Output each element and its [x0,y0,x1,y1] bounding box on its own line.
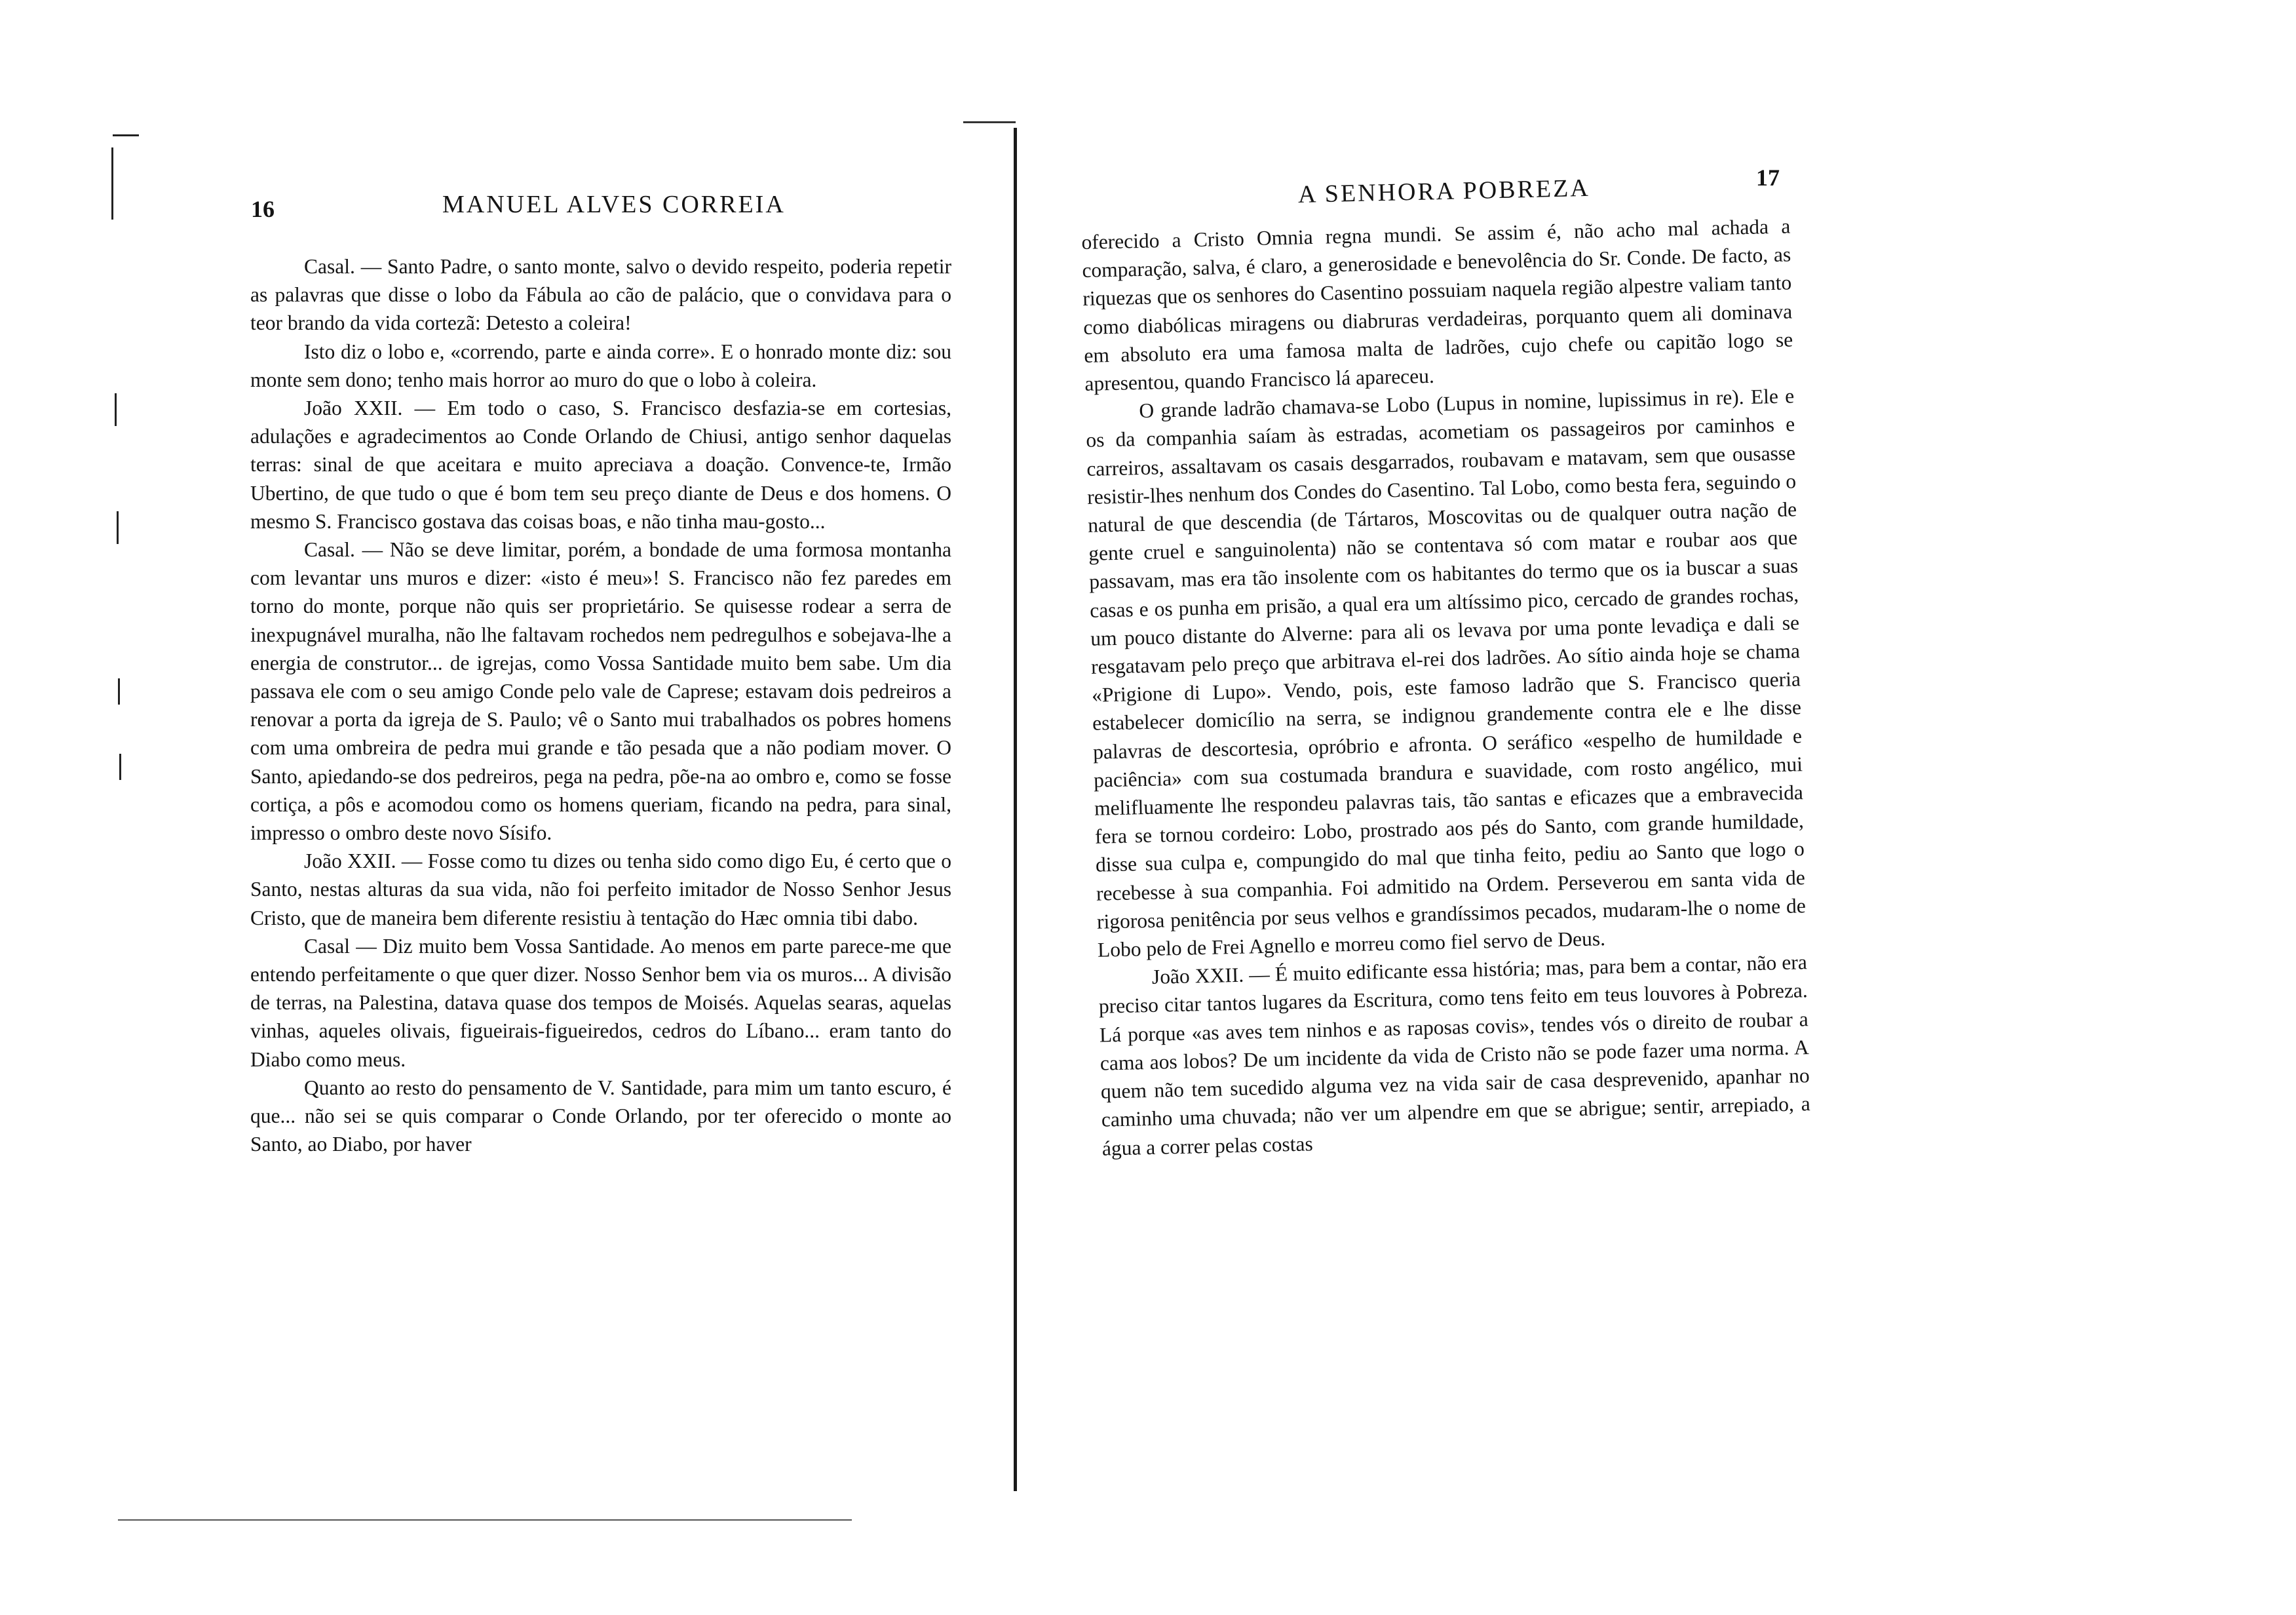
paragraph: Quanto ao resto do pensamento de V. Santidade, para mim um tanto escuro, é que... não sei se quis comparar o Conde Orlando, por ter oferecido o monte ao Santo, ao Diabo, por haver [250,1076,951,1156]
paragraph: O grande ladrão chamava-se Lobo (Lupus in nomine, lupissimus in re). Ele e os da companhia saíam às estradas, acometiam os passageiros por caminhos e carreiros, assaltavam os casais desgarrados, roubavam e matavam, sem que ousasse resistir-lhes nenhum dos Condes do Casentino. Tal Lobo, como besta fera, seguindo o natural de que descendia (de Tártaros, Moscovitas ou de qualquer outra nação de gente cruel e sanguinolenta) não se contentava só com matar e roubar aos que passavam, mas era tão insolente com os habitantes do termo que os ia buscar a suas casas e os punha em prisão, a qual era um altíssimo pico, cercado de grandes rochas, um pouco distante do Alverne: para ali os levava por uma ponte levadiça e dali se resgatavam pelo preço que arbitrava el-rei dos ladrões. Ao sítio ainda hoje se chama «Prigione di Lupo». Vendo, pois, este famoso ladrão que S. Francisco queria estabelecer domicílio na serra, se indignou grandemente contra ele e lhe disse palavras de descortesia, opróbrio e afronta. O seráfico «espelho de humildade e paciência» com sua costumada brandura e suavidade, com rosto angélico, mui melifluamente lhe respondeu palavras tais, tão santas e eficazes que a embravecida fera se tornou cordeiro: Lobo, prostrado aos pés do Santo, com grande humildade, disse sua culpa e, compungido do mal que tinha feito, pediu ao Santo que logo o recebesse à sua companhia. Foi admitido na Ordem. Perseverou em santa vida de rigorosa penitência por seus velhos e grandíssimos pecados, mudaram-lhe o nome de Lobo pelo de Frei Agnello e morreu como fiel servo de Deus. [1085,384,1807,962]
paragraph: Isto diz o lobo e, «correndo, parte e ainda corre». E o honrado monte diz: sou monte sem dono; tenho mais horror ao muro do que o lobo à coleira. [250,340,951,391]
paragraph: oferecido a Cristo Omnia regna mundi. Se assim é, não acho mal achada a comparação, salva, é claro, a generosidade e benevolência do Sr. Conde. De facto, as riquezas que os senhores do Casentino possuiam naquela região alpestre valiam tanto como diabólicas miragens ou diabruras verdadeiras, porquanto quem ali dominava em absoluto era uma famosa malta de ladrões, cujo chefe ou capitão logo se apresentou, quando Francisco lá apareceu. [1081,214,1793,395]
right-page-number: 17 [1756,165,1780,191]
paragraph: Casal. — Não se deve limitar, porém, a bondade de uma formosa montanha com levantar uns muros e dizer: «isto é meu»! S. Francisco não fez paredes em torno do monte, porque não quis ser proprietário. Se quisesse rodear a serra de inexpugnável muralha, não lhe faltavam rochedos nem pedregulhos e sobejava-lhe a energia de construtor... de igrejas, como Vossa Santidade muito bem sabe. Um dia passava ele com o seu amigo Conde pelo vale de Caprese; estavam dois pedreiros a renovar a porta da igreja de S. Paulo; vê o Santo mui trabalhados os pobres homens com uma ombreira de pedra mui grande e tão pesada que a não podiam mover. O Santo, apiedando-se dos pedreiros, pega na pedra, põe-na ao ombro e, como se fosse cortiça, a pôs e acomodou como os homens queriam, ficando na pedra, para sinal, impresso o ombro deste novo Sísifo. [250,538,951,845]
paragraph: João XXII. — Em todo o caso, S. Francisco desfazia-se em cortesias, adulações e agradecimentos ao Conde Orlando de Chiusi, antigo senhor daquelas terras: sinal de que aceitara e muito apreciava a doação. Convence-te, Irmão Ubertino, de que tudo o que é bom tem seu preço diante de Deus e dos homens. O mesmo S. Francisco gostava das coisas boas, e não tinha mau-gosto... [250,397,951,533]
scan-margin-mark [115,393,117,426]
paragraph: Casal. — Santo Padre, o santo monte, salvo o devido respeito, poderia repetir as palavras que disse o lobo da Fábula ao cão de palácio, que o convidava para o teor brando da vida cortezã: Detesto a coleira! [250,255,951,335]
gutter-tick [963,121,1016,123]
scan-margin-mark [113,134,139,136]
right-page [1016,0,2296,1615]
scan-margin-mark [118,678,120,705]
paragraph: Casal — Diz muito bem Vossa Santidade. Ao menos em parte parece-me que entendo perfeitamente o que quer dizer. Nosso Senhor bem via os muros... A divisão de terras, na Palestina, datava quase dos tempos de Moisés. Aquelas searas, aquelas vinhas, aqueles olivais, figueirais-figueiredos, cedros do Líbano... eram tanto do Diabo como meus. [250,934,951,1071]
right-page-text [1081,212,1811,1162]
scan-margin-mark [117,511,119,544]
left-page-number: 16 [251,196,275,222]
right-header-wrap [1297,155,1823,220]
paragraph: João XXII. — Fosse como tu dizes ou tenha sido como digo Eu, é certo que o Santo, nestas alturas da sua vida, não foi perfeito imitador de Nosso Senhor Jesus Cristo, que de maneira bem diferente resistiu à tentação do Hæc omnia tibi dabo. [250,849,951,929]
left-running-header: MANUEL ALVES CORREIA [442,191,786,218]
scan-margin-mark [119,754,121,780]
left-page-text [250,252,951,1159]
left-page [0,0,1016,1615]
paragraph: João XXII. — É muito edificante essa história; mas, para bem a contar, não era preciso citar tantos lugares da Escritura, como tens feito em teus louvores à Pobreza. Lá porque «as aves tem ninhos e as raposas covis», tendes vós o direito de roubar a cama aos lobos? De um incidente da vida de Cristo não se pode fazer uma norma. A quem não tem sucedido alguma vez na vida sair de casa desprevenido, apanhar no caminho uma chuvada; não ver um alpendre em que se abrigue; sentir, arrepiado, a água a correr pelas costas [1098,950,1810,1160]
scan-margin-mark [111,147,113,220]
scan-bottom-edge [118,1519,852,1521]
right-running-header: A SENHORA POBREZA [1297,174,1591,208]
